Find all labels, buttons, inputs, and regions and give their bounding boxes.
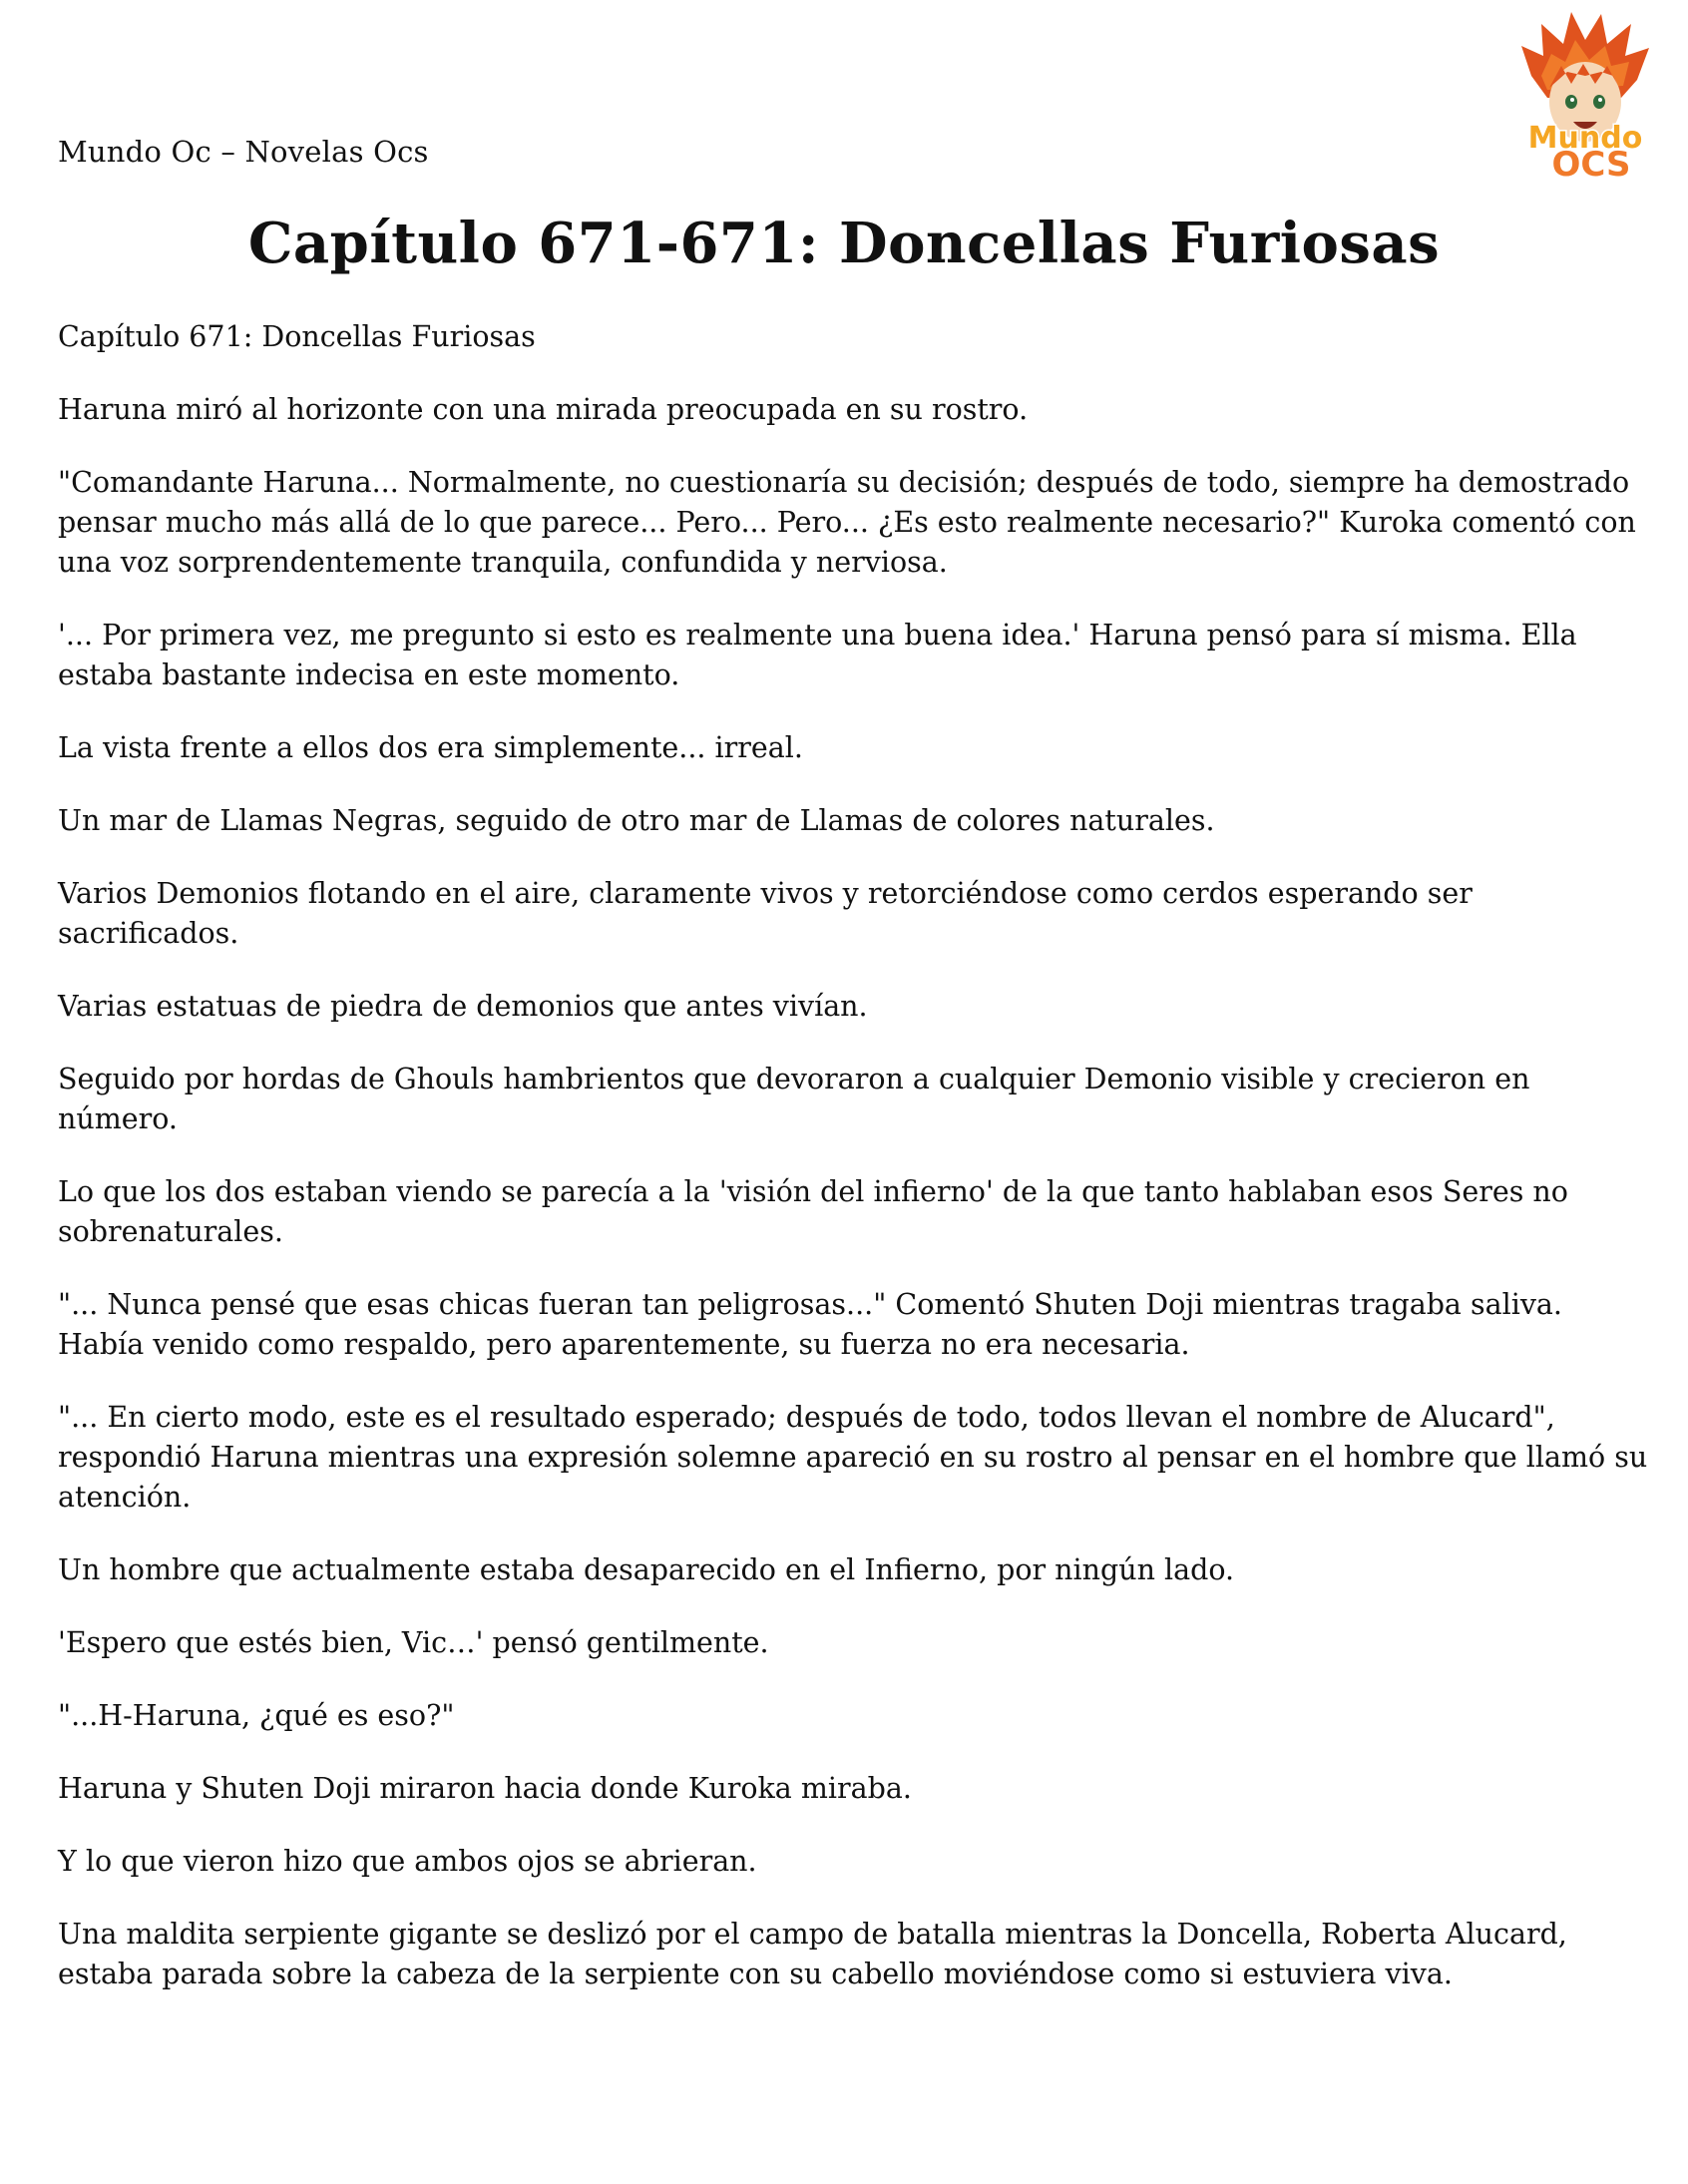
svg-text:Mundo: Mundo xyxy=(1527,121,1643,156)
paragraph: Varias estatuas de piedra de demonios que antes vivían. xyxy=(58,990,868,1023)
paragraph: Una maldita serpiente gigante se deslizó por el campo de batalla mientras la Doncella, Roberta Alucard, estaba parada sobre la cabeza de la serpiente con su cabello moviéndose como si estuviera viva. xyxy=(58,1918,1567,1990)
paragraph-chapter-subtitle: Capítulo 671: Doncellas Furiosas xyxy=(58,320,536,353)
paragraph: '... Por primera vez, me pregunto si esto es realmente una buena idea.' Haruna pensó para sí misma. Ella estaba bastante indecisa en este momento. xyxy=(58,619,1577,691)
paragraph: "... Nunca pensé que esas chicas fueran tan peligrosas..." Comentó Shuten Doji mientras tragaba saliva. Había venido como respaldo, pero aparentemente, su fuerza no era necesaria. xyxy=(58,1288,1562,1361)
paragraph: Y lo que vieron hizo que ambos ojos se abrieran. xyxy=(58,1845,757,1878)
chapter-body xyxy=(58,317,1654,2027)
paragraph: La vista frente a ellos dos era simplemente... irreal. xyxy=(58,731,803,764)
paragraph: Un mar de Llamas Negras, seguido de otro mar de Llamas de colores naturales. xyxy=(58,804,1215,837)
paragraph: 'Espero que estés bien, Vic…' pensó gentilmente. xyxy=(58,1626,769,1659)
paragraph: Haruna y Shuten Doji miraron hacia donde Kuroka miraba. xyxy=(58,1772,912,1805)
chapter-title: Capítulo 671-671: Doncellas Furiosas xyxy=(247,211,1441,276)
paragraph: "Comandante Haruna... Normalmente, no cuestionaría su decisión; después de todo, siempre ha demostrado pensar mucho más allá de lo que parece... Pero... Pero... ¿Es esto realmente necesario?" Kuroka comentó con una voz sorprendentemente tranquila, confundida y nerviosa. xyxy=(58,466,1636,579)
paragraph: Lo que los dos estaban viendo se parecía a la 'visión del infierno' de la que tanto hablaban esos Seres no sobrenaturales. xyxy=(58,1175,1568,1248)
svg-text:OCS: OCS xyxy=(1551,145,1631,182)
paragraph: Un hombre que actualmente estaba desaparecido en el Infierno, por ningún lado. xyxy=(58,1553,1235,1586)
paragraph: "...H-Haruna, ¿qué es eso?" xyxy=(58,1699,455,1732)
mundo-ocs-logo xyxy=(1501,6,1669,182)
paragraph: Haruna miró al horizonte con una mirada preocupada en su rostro. xyxy=(58,393,1029,426)
paragraph: "... En cierto modo, este es el resultado esperado; después de todo, todos llevan el nombre de Alucard", respondió Haruna mientras una expresión solemne apareció en su rostro al pensar en el hombre que llamó su atención. xyxy=(58,1401,1648,1514)
site-header: Mundo Oc – Novelas Ocs xyxy=(58,135,429,169)
paragraph: Varios Demonios flotando en el aire, claramente vivos y retorciéndose como cerdos esperando ser sacrificados. xyxy=(58,877,1473,950)
paragraph: Seguido por hordas de Ghouls hambrientos que devoraron a cualquier Demonio visible y crecieron en número. xyxy=(58,1063,1530,1135)
